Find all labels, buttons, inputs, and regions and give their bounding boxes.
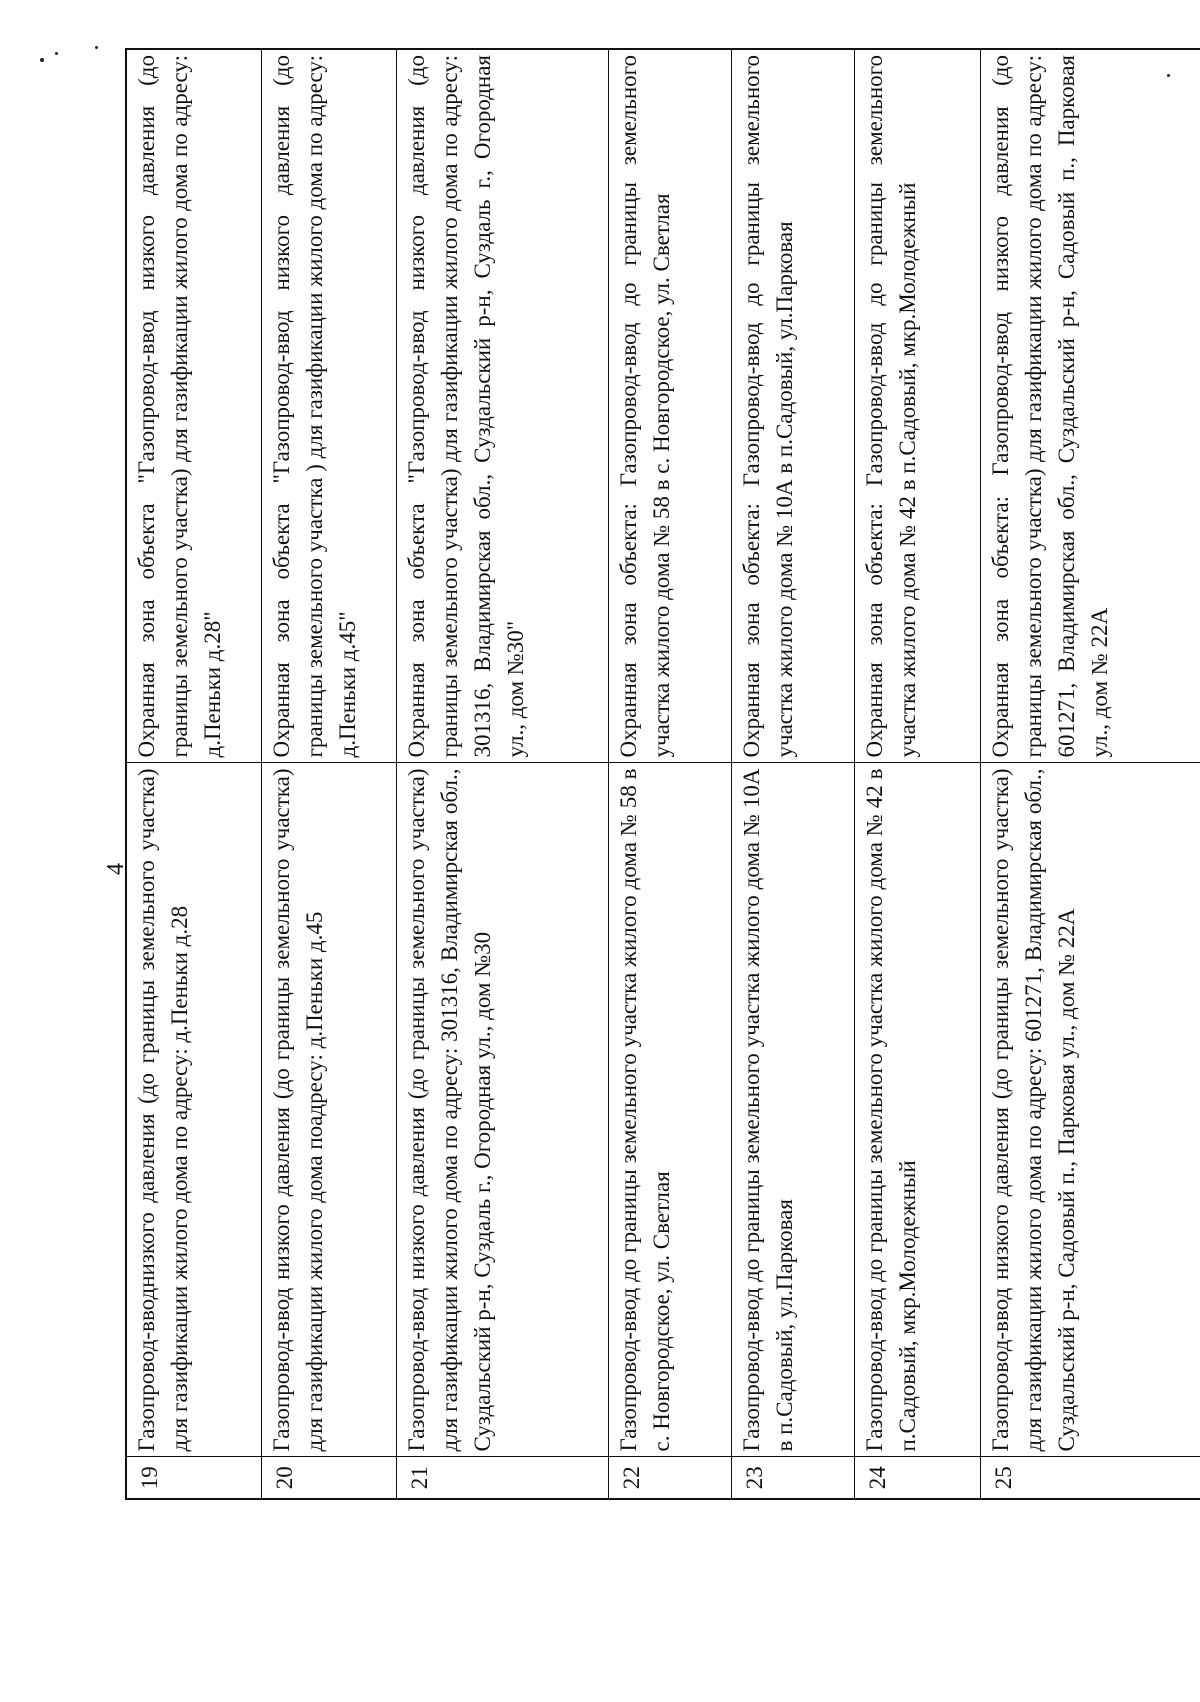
row-number: 25 [981,1457,1200,1499]
protection-zone-description: Охранная зона объекта "Газопровод-ввод низкого давления (до границы земельного участка ) для газификации жилого дома по адресу: д.Пеньки д.45" [262,49,397,763]
protection-zone-description: Охранная зона объекта "Газопровод-ввод низкого давления (до границы земельного участка) для газификации жилого дома по адресу: 301316, Владимирская обл., Суздальский р-н, Суздаль г., Огородная ул., дом №30" [396,49,608,763]
row-number: 21 [396,1457,608,1499]
table-row [608,49,731,1499]
row-number: 19 [126,1457,262,1499]
object-description: Газопровод-ввод низкого давления (до границы земельного участка) для газификации жилого дома по адресу: 301316, Владимирская обл., Суздальский р-н, Суздаль г., Огородная ул., дом №30 [396,763,608,1457]
object-table [125,48,1200,1500]
rotated-table-container [125,50,1200,1500]
table-row [855,49,981,1499]
protection-zone-description: Охранная зона объекта: Газопровод-ввод низкого давления (до границы земельного участка) для газификации жилого дома по адресу: 601271, Владимирская обл., Суздальский р-н, Садовый п., Парковая ул., дом № 22А [981,49,1200,763]
page-number: 4 [103,863,129,875]
object-description: Газопровод-ввод до границы земельного участка жилого дома № 42 в п.Садовый, мкр.Молодежный [855,763,981,1457]
object-description: Газопровод-вводнизкого давления (до границы земельного участка) для газификации жилого дома по адресу: д.Пеньки д.28 [126,763,262,1457]
row-number: 23 [732,1457,855,1499]
scan-speck [40,58,44,62]
protection-zone-description: Охранная зона объекта: Газопровод-ввод до границы земельного участка жилого дома № 42 в п.Садовый, мкр.Молодежный [855,49,981,763]
table-row [396,49,608,1499]
protection-zone-description: Охранная зона объекта: Газопровод-ввод до границы земельного участка жилого дома № 10А в п.Садовый, ул.Парковая [732,49,855,763]
table-row [732,49,855,1499]
object-description: Газопровод-ввод низкого давления (до границы земельного участка) для газификации жилого дома поадресу: д.Пеньки д.45 [262,763,397,1457]
scan-speck [55,52,58,55]
row-number: 20 [262,1457,397,1499]
object-description: Газопровод-ввод до границы земельного участка жилого дома № 10А в п.Садовый, ул.Парковая [732,763,855,1457]
row-number: 22 [608,1457,731,1499]
table-row [262,49,397,1499]
row-number: 24 [855,1457,981,1499]
protection-zone-description: Охранная зона объекта: Газопровод-ввод до границы земельного участка жилого дома № 58 в с. Новгородское, ул. Светлая [608,49,731,763]
scan-speck [95,46,98,49]
object-description: Газопровод-ввод низкого давления (до границы земельного участка) для газификации жилого дома по адресу: 601271, Владимирская обл., Суздальский р-н, Садовый п., Парковая ул., дом № 22А [981,763,1200,1457]
object-description: Газопровод-ввод до границы земельного участка жилого дома № 58 в с. Новгородское, ул. Светлая [608,763,731,1457]
table-row [981,49,1200,1499]
protection-zone-description: Охранная зона объекта "Газопровод-ввод низкого давления (до границы земельного участка) для газификации жилого дома по адресу: д.Пеньки д.28" [126,49,262,763]
table-row [126,49,262,1499]
